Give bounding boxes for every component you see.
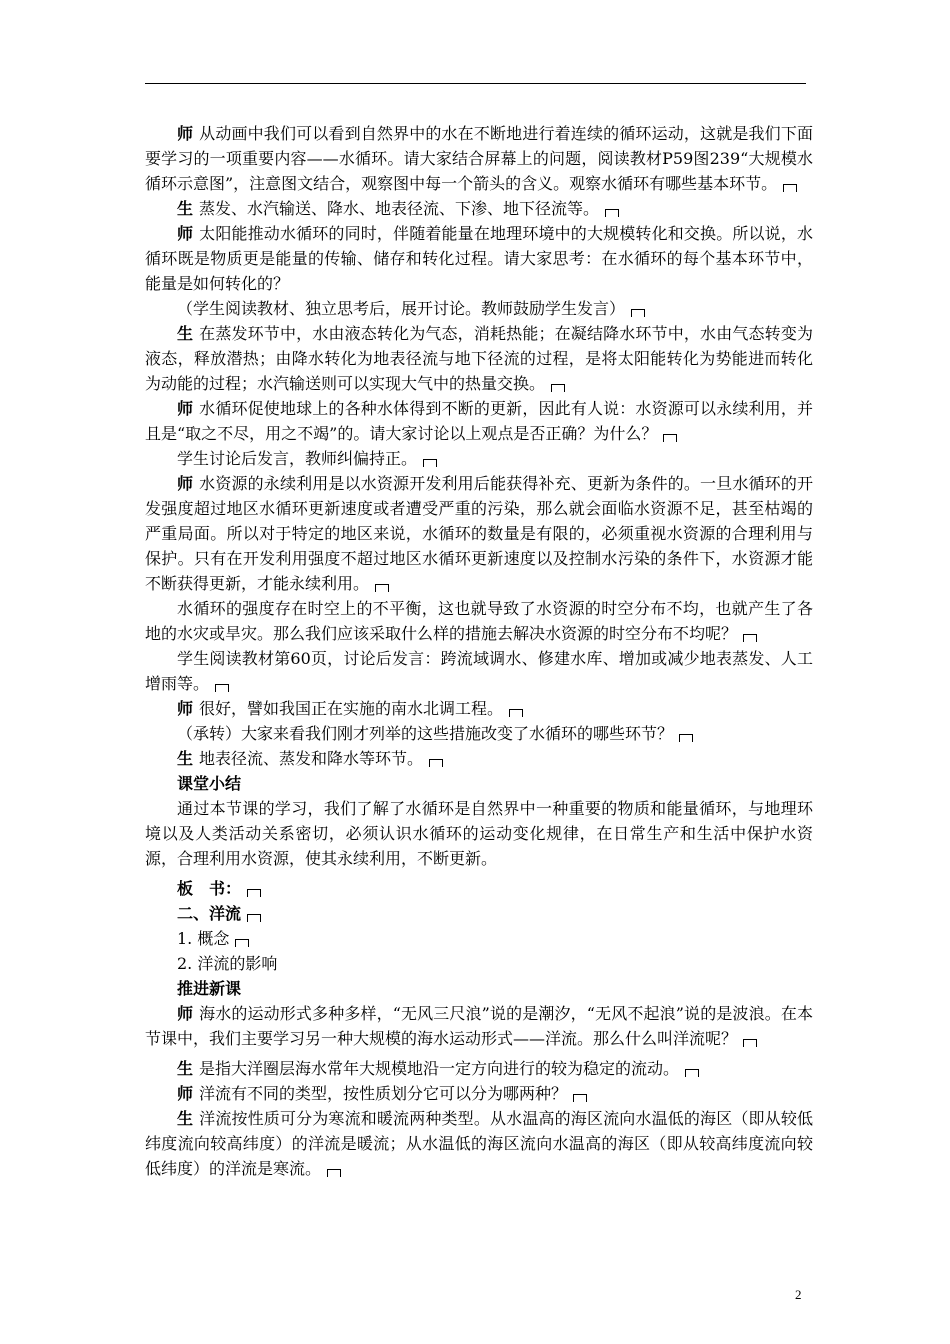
paragraph — [145, 696, 813, 721]
paragraph-mark-icon — [573, 1094, 587, 1102]
paragraph-mark-icon — [375, 584, 389, 592]
paragraph-text: 水循环的强度存在时空上的不平衡，这也就导致了水资源的时空分布不均，也就产生了各地的水灾或旱灾。那么我们应该采取什么样的措施去解决水资源的时空分布不均呢？ — [145, 599, 813, 643]
board-section: 二、洋流 — [145, 901, 813, 926]
speaker-label: 师 — [177, 699, 194, 718]
paragraph-text: 地表径流、蒸发和降水等环节。 — [199, 749, 424, 768]
paragraph-text: 是指大洋圈层海水常年大规模地沿一定方向进行的较为稳定的流动。 — [199, 1059, 680, 1078]
board-item: 1. 概念 — [145, 926, 813, 951]
paragraph-mark-icon — [663, 434, 677, 442]
paragraph-mark-icon — [743, 1039, 757, 1047]
paragraph-mark-icon — [429, 759, 443, 767]
speaker-label: 师 — [177, 224, 194, 243]
paragraph — [145, 596, 813, 646]
paragraph-mark-icon — [215, 684, 229, 692]
paragraph-mark-icon — [783, 184, 797, 192]
summary-text — [145, 796, 813, 871]
paragraph — [145, 221, 813, 296]
paragraph-mark-icon — [743, 634, 757, 642]
paragraph-text: 学生阅读教材第60页，讨论后发言：跨流域调水、修建水库、增加或减少地表蒸发、人工增雨等。 — [145, 649, 813, 693]
paragraph-mark-icon — [605, 209, 619, 217]
paragraph — [145, 721, 813, 746]
paragraph-text: 水循环促使地球上的各种水体得到不断的更新，因此有人说：水资源可以永续利用，并且是“取之不尽，用之不竭”的。请大家讨论以上观点是否正确？为什么？ — [145, 399, 813, 443]
paragraph-text: 在蒸发环节中，水由液态转化为气态，消耗热能；在凝结降水环节中，水由气态转变为液态，释放潜热；由降水转化为地表径流与地下径流的过程，是将太阳能转化为势能进而转化为动能的过程；水汽输送则可以实现大气中的热量交换。 — [145, 324, 813, 393]
speaker-label: 师 — [177, 1084, 194, 1103]
paragraph-mark-icon — [423, 459, 437, 467]
speaker-label: 师 — [177, 1004, 194, 1023]
paragraph — [145, 646, 813, 696]
paragraph-mark-icon — [327, 1169, 341, 1177]
paragraph-mark-icon — [247, 914, 261, 922]
paragraph — [145, 296, 813, 321]
paragraph — [145, 1001, 813, 1051]
summary-heading: 课堂小结 — [177, 774, 242, 793]
paragraph — [145, 446, 813, 471]
paragraph-text: 太阳能推动水循环的同时，伴随着能量在地理环境中的大规模转化和交换。所以说，水循环既是物质更是能量的传输、储存和转化过程。请大家思考：在水循环的每个基本环节中，能量是如何转化的？ — [145, 224, 813, 293]
speaker-label: 生 — [177, 1109, 194, 1128]
paragraph-text: 海水的运动形式多种多样，“无风三尺浪”说的是潮汐，“无风不起浪”说的是波浪。在本节课中，我们主要学习另一种大规模的海水运动形式——洋流。那么什么叫洋流呢？ — [145, 1004, 813, 1048]
paragraph — [145, 746, 813, 771]
speaker-label: 生 — [177, 1059, 194, 1078]
new-lesson-heading: 推进新课 — [177, 979, 242, 998]
paragraph-mark-icon — [679, 734, 693, 742]
paragraph-mark-icon — [509, 709, 523, 717]
paragraph-text: （学生阅读教材、独立思考后，展开讨论。教师鼓励学生发言） — [177, 299, 626, 318]
paragraph-text: 学生讨论后发言，教师纠偏持正。 — [177, 449, 418, 468]
paragraph — [145, 121, 813, 196]
paragraph-mark-icon — [247, 889, 261, 897]
paragraph — [145, 321, 813, 396]
paragraph-text: 水资源的永续利用是以水资源开发利用后能获得补充、更新为条件的。一旦水循环的开发强度超过地区水循环更新速度或者遭受严重的污染，那么就会面临水资源不足，甚至枯竭的严重局面。所以对于特定的地区来说，水循环的数量是有限的，必须重视水资源的合理利用与保护。只有在开发利用强度不超过地区水循环更新速度以及控制水污染的条件下，水资源才能不断获得更新，才能永续利用。 — [145, 474, 813, 593]
paragraph-text: 从动画中我们可以看到自然界中的水在不断地进行着连续的循环运动，这就是我们下面要学习的一项重要内容——水循环。请大家结合屏幕上的问题，阅读教材P59图239“大规模水循环示意图”，注意图文结合，观察图中每一个箭头的含义。观察水循环有哪些基本环节。 — [145, 124, 813, 193]
speaker-label: 师 — [177, 124, 194, 143]
speaker-label: 生 — [177, 199, 194, 218]
paragraph — [145, 1056, 813, 1081]
speaker-label: 生 — [177, 324, 194, 343]
paragraph — [145, 1106, 813, 1181]
paragraph-text: 蒸发、水汽输送、降水、地表径流、下渗、地下径流等。 — [199, 199, 600, 218]
paragraph-text: （承转）大家来看我们刚才列举的这些措施改变了水循环的哪些环节？ — [177, 724, 674, 743]
board-item: 2. 洋流的影响 — [177, 954, 278, 973]
paragraph-text: 通过本节课的学习，我们了解了水循环是自然界中一种重要的物质和能量循环，与地理环境以及人类活动关系密切，必须认识水循环的运动变化规律，在日常生产和生活中保护水资源，合理利用水资源，使其永续利用，不断更新。 — [145, 799, 813, 868]
paragraph — [145, 471, 813, 596]
paragraph — [145, 396, 813, 446]
paragraph — [145, 1081, 813, 1106]
paragraph-text: 洋流按性质可分为寒流和暖流两种类型。从水温高的海区流向水温低的海区（即从较低纬度流向较高纬度）的洋流是暖流；从水温低的海区流向水温高的海区（即从较高纬度流向较低纬度）的洋流是寒流。 — [145, 1109, 813, 1178]
paragraph-mark-icon — [685, 1069, 699, 1077]
speaker-label: 生 — [177, 749, 194, 768]
speaker-label: 师 — [177, 399, 194, 418]
header-rule — [145, 83, 806, 84]
paragraph-text: 洋流有不同的类型，按性质划分它可以分为哪两种？ — [199, 1084, 568, 1103]
paragraph-mark-icon — [235, 939, 249, 947]
speaker-label: 师 — [177, 474, 194, 493]
document-body — [145, 121, 813, 1181]
page-number: 2 — [795, 1287, 802, 1302]
paragraph — [145, 196, 813, 221]
paragraph-mark-icon — [551, 384, 565, 392]
paragraph-mark-icon — [631, 309, 645, 317]
paragraph-text: 很好，譬如我国正在实施的南水北调工程。 — [199, 699, 504, 718]
board-label: 板 书： — [145, 876, 813, 901]
